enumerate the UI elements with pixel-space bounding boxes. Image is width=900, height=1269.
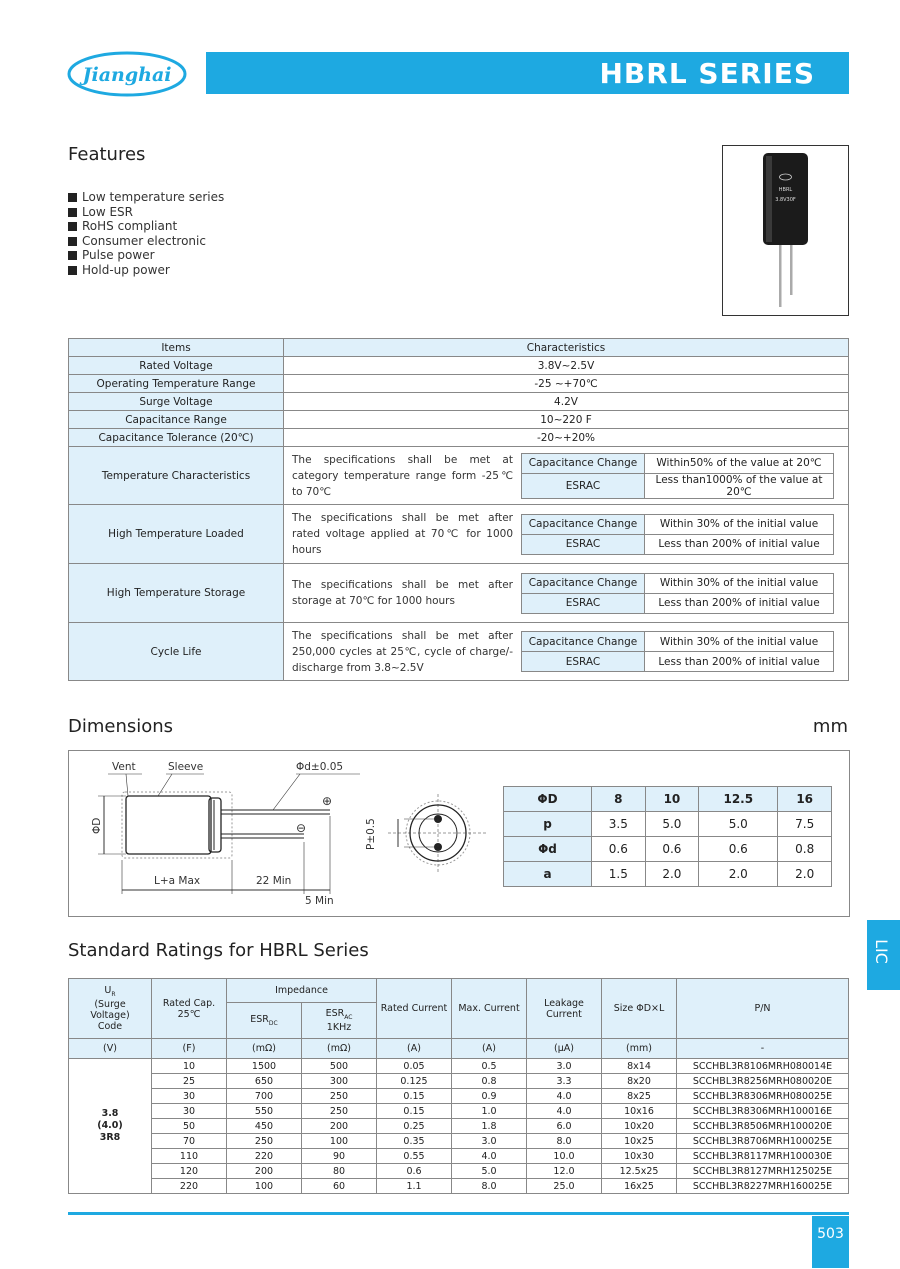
row-header: p <box>504 812 592 837</box>
table-cell: 8.0 <box>452 1179 527 1194</box>
feature-item: Low temperature series <box>68 190 224 205</box>
table-cell: 25 <box>152 1074 227 1089</box>
table-cell: 0.6 <box>377 1164 452 1179</box>
table-cell: 100 <box>227 1179 302 1194</box>
voltage-code: (4.0) <box>97 1120 123 1131</box>
title-bar <box>206 52 849 94</box>
table-cell: 0.6 <box>592 837 646 862</box>
capacitor-image <box>723 146 848 315</box>
table-cell: 0.125 <box>377 1074 452 1089</box>
test-item-label: High Temperature Storage <box>69 564 284 623</box>
ur-sub: R <box>111 990 116 998</box>
ratings-heading: Standard Ratings for HBRL Series <box>68 940 369 961</box>
table-cell: 10x30 <box>602 1149 677 1164</box>
criteria-key: ESRAC <box>522 652 645 672</box>
criteria-key: ESRAC <box>522 534 645 554</box>
table-cell: 0.05 <box>377 1059 452 1074</box>
body-diameter-label: ΦD <box>91 817 103 834</box>
table-cell: 0.25 <box>377 1119 452 1134</box>
table-cell: 0.5 <box>452 1059 527 1074</box>
plus-icon: ⊕ <box>322 794 333 808</box>
table-cell: 5.0 <box>699 812 778 837</box>
table-cell: 0.15 <box>377 1104 452 1119</box>
table-cell: 90 <box>302 1149 377 1164</box>
table-cell: 70 <box>152 1134 227 1149</box>
table-cell: 4.0 <box>527 1104 602 1119</box>
table-cell: SCCHBL3R8106MRH080014E <box>677 1059 849 1074</box>
table-cell: 30 <box>152 1104 227 1119</box>
table-cell: 0.35 <box>377 1134 452 1149</box>
cap-header: Rated Cap. 25℃ <box>152 979 227 1039</box>
esr-ac-sub: AC <box>344 1013 353 1021</box>
table-row <box>69 1134 849 1149</box>
table-cell: 1.8 <box>452 1119 527 1134</box>
table-cell: 0.15 <box>377 1089 452 1104</box>
voltage-code: 3.8 <box>101 1108 119 1119</box>
row-header: Φd <box>504 837 592 862</box>
esr-ac-freq: 1KHz <box>326 1022 352 1034</box>
test-item-label: Temperature Characteristics <box>69 447 284 505</box>
feature-item: RoHS compliant <box>68 219 224 234</box>
criteria-value: Less than 200% of initial value <box>645 534 834 554</box>
table-cell: 60 <box>302 1179 377 1194</box>
esr-dc-header <box>227 1003 302 1039</box>
column-header: 10 <box>645 787 699 812</box>
dimension-drawing <box>68 750 488 915</box>
table-row <box>69 447 849 505</box>
table-row <box>504 837 832 862</box>
ur-rest: Voltage) <box>90 1010 130 1022</box>
side-tab-label: LIC <box>871 939 891 964</box>
unit-cell: - <box>677 1039 849 1059</box>
criteria-value: Within 30% of the initial value <box>645 573 834 593</box>
item-value: 10~220 F <box>284 411 849 429</box>
table-cell: 8x20 <box>602 1074 677 1089</box>
unit-cell: (mΩ) <box>227 1039 302 1059</box>
table-cell: 16x25 <box>602 1179 677 1194</box>
column-header: 16 <box>778 787 832 812</box>
table-cell: 250 <box>227 1134 302 1149</box>
table-cell: SCCHBL3R8256MRH080020E <box>677 1074 849 1089</box>
criteria-key: Capacitance Change <box>522 573 645 593</box>
criteria-value: Within 30% of the initial value <box>645 514 834 534</box>
test-description: The specifications shall be met at category temperature range form -25℃ to 70℃ <box>292 453 513 498</box>
lead-gap-label: 5 Min <box>305 895 334 907</box>
table-cell: 2.0 <box>699 862 778 887</box>
page-number: 503 <box>817 1226 844 1242</box>
max-current-header: Max. Current <box>452 979 527 1039</box>
table-row <box>504 812 832 837</box>
unit-cell: (V) <box>69 1039 152 1059</box>
photo-label-rating: 3.8V30F <box>775 197 796 203</box>
table-cell: 200 <box>227 1164 302 1179</box>
table-cell: 6.0 <box>527 1119 602 1134</box>
table-cell: 4.0 <box>452 1149 527 1164</box>
ur-header <box>69 979 152 1039</box>
minus-icon: ⊖ <box>296 821 307 835</box>
table-row <box>69 564 849 623</box>
features-heading: Features <box>68 144 146 165</box>
lead-length-label: 22 Min <box>256 875 292 887</box>
jianghai-logo <box>66 50 188 98</box>
criteria-value: Within 30% of the initial value <box>645 632 834 652</box>
photo-label-series: HBRL <box>778 187 793 193</box>
esr-dc-label: ESR <box>250 1014 269 1026</box>
table-row <box>69 357 849 375</box>
logo-text: Jianghai <box>82 64 172 86</box>
table-cell: 700 <box>227 1089 302 1104</box>
table-cell: 4.0 <box>527 1089 602 1104</box>
criteria-value: Within50% of the value at 20℃ <box>645 453 834 473</box>
table-cell: 0.8 <box>778 837 832 862</box>
criteria-key: Capacitance Change <box>522 632 645 652</box>
criteria-value: Less than 200% of initial value <box>645 593 834 613</box>
table-cell: 2.0 <box>645 862 699 887</box>
pitch-label: P±0.5 <box>365 818 377 850</box>
item-value: -20~+20% <box>284 429 849 447</box>
table-cell: 7.5 <box>778 812 832 837</box>
table-cell: 3.0 <box>527 1059 602 1074</box>
criteria-key: ESRAC <box>522 473 645 498</box>
table-cell: 8.0 <box>527 1134 602 1149</box>
item-value: 3.8V~2.5V <box>284 357 849 375</box>
criteria-table <box>521 514 834 555</box>
table-row <box>69 1089 849 1104</box>
table-cell: SCCHBL3R8127MRH125025E <box>677 1164 849 1179</box>
unit-cell: (mm) <box>602 1039 677 1059</box>
column-header: 8 <box>592 787 646 812</box>
unit-cell: (mΩ) <box>302 1039 377 1059</box>
length-label: L+a Max <box>154 875 201 887</box>
table-cell: 3.3 <box>527 1074 602 1089</box>
test-item-label: High Temperature Loaded <box>69 505 284 564</box>
table-row <box>69 1164 849 1179</box>
table-cell: 0.6 <box>699 837 778 862</box>
row-header: a <box>504 862 592 887</box>
dimensions-unit: mm <box>812 716 848 737</box>
test-description: The specifications shall be met after 250,000 cycles at 25℃, cycle of charge/-discharge from 3.8~2.5V <box>292 629 513 674</box>
table-row <box>69 1059 849 1074</box>
features-list <box>68 190 224 277</box>
item-label: Surge Voltage <box>69 393 284 411</box>
feature-item: Low ESR <box>68 205 224 220</box>
table-cell: 10.0 <box>527 1149 602 1164</box>
characteristics-table <box>68 338 849 681</box>
table-row <box>69 393 849 411</box>
ur-rest: (Surge <box>94 999 126 1011</box>
item-label: Capacitance Tolerance (20℃) <box>69 429 284 447</box>
sleeve-label: Sleeve <box>168 761 204 773</box>
table-header-row <box>504 787 832 812</box>
unit-cell: (A) <box>377 1039 452 1059</box>
table-cell: 250 <box>302 1089 377 1104</box>
esr-ac-header <box>302 1003 377 1039</box>
feature-item: Hold-up power <box>68 263 224 278</box>
table-cell: 550 <box>227 1104 302 1119</box>
table-cell: 100 <box>302 1134 377 1149</box>
table-cell: 5.0 <box>645 812 699 837</box>
table-cell: 300 <box>302 1074 377 1089</box>
table-cell: 30 <box>152 1089 227 1104</box>
table-cell: 450 <box>227 1119 302 1134</box>
table-cell: 25.0 <box>527 1179 602 1194</box>
table-cell: 12.5x25 <box>602 1164 677 1179</box>
product-photo <box>722 145 849 316</box>
table-cell: SCCHBL3R8117MRH100030E <box>677 1149 849 1164</box>
esr-ac-label: ESR <box>325 1007 345 1019</box>
unit-cell: (F) <box>152 1039 227 1059</box>
side-tab-lic <box>867 920 900 990</box>
vent-label: Vent <box>112 761 136 773</box>
table-row <box>69 411 849 429</box>
table-cell: 10x20 <box>602 1119 677 1134</box>
dimension-table <box>503 786 832 887</box>
criteria-value: Less than1000% of the value at 20℃ <box>645 473 834 498</box>
item-value: -25 ~+70℃ <box>284 375 849 393</box>
table-row <box>69 1104 849 1119</box>
voltage-code: 3R8 <box>99 1132 121 1143</box>
ur-main: U <box>104 984 112 996</box>
table-cell: SCCHBL3R8227MRH160025E <box>677 1179 849 1194</box>
criteria-table <box>521 453 834 499</box>
table-cell: 120 <box>152 1164 227 1179</box>
criteria-table <box>521 573 834 614</box>
item-label: Rated Voltage <box>69 357 284 375</box>
item-label: Capacitance Range <box>69 411 284 429</box>
unit-cell: (μA) <box>527 1039 602 1059</box>
test-item-label: Cycle Life <box>69 623 284 681</box>
table-cell: 110 <box>152 1149 227 1164</box>
table-cell: 5.0 <box>452 1164 527 1179</box>
size-header: Size ΦD×L <box>602 979 677 1039</box>
ratings-table <box>68 978 849 1194</box>
table-cell: SCCHBL3R8506MRH100020E <box>677 1119 849 1134</box>
rated-current-header: Rated Current <box>377 979 452 1039</box>
test-description: The specifications shall be met after rated voltage applied at 70℃ for 1000 hours <box>292 512 513 556</box>
lead-diameter-label: Φd±0.05 <box>296 761 344 773</box>
criteria-key: Capacitance Change <box>522 453 645 473</box>
criteria-key: ESRAC <box>522 593 645 613</box>
table-row <box>69 623 849 681</box>
col-characteristics-header: Characteristics <box>284 339 849 357</box>
column-header: 12.5 <box>699 787 778 812</box>
ur-rest: Code <box>97 1021 123 1033</box>
feature-item: Pulse power <box>68 248 224 263</box>
table-row <box>69 1149 849 1164</box>
pn-header: P/N <box>677 979 849 1039</box>
feature-item: Consumer electronic <box>68 234 224 249</box>
item-label: Operating Temperature Range <box>69 375 284 393</box>
table-cell: 50 <box>152 1119 227 1134</box>
unit-cell: (A) <box>452 1039 527 1059</box>
criteria-table <box>521 631 834 672</box>
table-row <box>69 1119 849 1134</box>
series-title: HBRL SERIES <box>599 57 815 90</box>
table-cell: 3.0 <box>452 1134 527 1149</box>
table-cell: 1.0 <box>452 1104 527 1119</box>
col-items-header: Items <box>69 339 284 357</box>
impedance-header: Impedance <box>227 979 377 1003</box>
dimensions-heading: Dimensions <box>68 716 174 737</box>
table-cell: 1.1 <box>377 1179 452 1194</box>
table-cell: 2.0 <box>778 862 832 887</box>
table-row <box>69 505 849 564</box>
table-cell: 80 <box>302 1164 377 1179</box>
table-cell: 220 <box>152 1179 227 1194</box>
table-cell: 0.55 <box>377 1149 452 1164</box>
table-cell: 1500 <box>227 1059 302 1074</box>
table-cell: 0.8 <box>452 1074 527 1089</box>
criteria-value: Less than 200% of initial value <box>645 652 834 672</box>
table-cell: 8x25 <box>602 1089 677 1104</box>
esr-dc-sub: DC <box>268 1019 278 1027</box>
criteria-key: Capacitance Change <box>522 514 645 534</box>
table-cell: 0.9 <box>452 1089 527 1104</box>
table-cell: 12.0 <box>527 1164 602 1179</box>
table-cell: 500 <box>302 1059 377 1074</box>
table-cell: 250 <box>302 1104 377 1119</box>
table-row <box>69 429 849 447</box>
test-description: The specifications shall be met after storage at 70℃ for 1000 hours <box>292 579 513 607</box>
table-row <box>504 862 832 887</box>
table-cell: 8x14 <box>602 1059 677 1074</box>
table-cell: SCCHBL3R8306MRH100016E <box>677 1104 849 1119</box>
column-header: ΦD <box>504 787 592 812</box>
table-cell: 220 <box>227 1149 302 1164</box>
table-cell: 10x25 <box>602 1134 677 1149</box>
leakage-header: Leakage Current <box>527 979 602 1039</box>
table-cell: 650 <box>227 1074 302 1089</box>
table-cell: SCCHBL3R8706MRH100025E <box>677 1134 849 1149</box>
units-row <box>69 1039 849 1059</box>
table-cell: 3.5 <box>592 812 646 837</box>
table-cell: 10x16 <box>602 1104 677 1119</box>
item-value: 4.2V <box>284 393 849 411</box>
table-row <box>69 375 849 393</box>
footer-rule <box>68 1212 849 1215</box>
table-cell: 200 <box>302 1119 377 1134</box>
table-cell: SCCHBL3R8306MRH080025E <box>677 1089 849 1104</box>
page-number-tab <box>812 1216 849 1268</box>
voltage-code-cell <box>69 1059 152 1194</box>
table-cell: 1.5 <box>592 862 646 887</box>
table-cell: 0.6 <box>645 837 699 862</box>
table-row <box>69 1074 849 1089</box>
table-row <box>69 1179 849 1194</box>
table-cell: 10 <box>152 1059 227 1074</box>
